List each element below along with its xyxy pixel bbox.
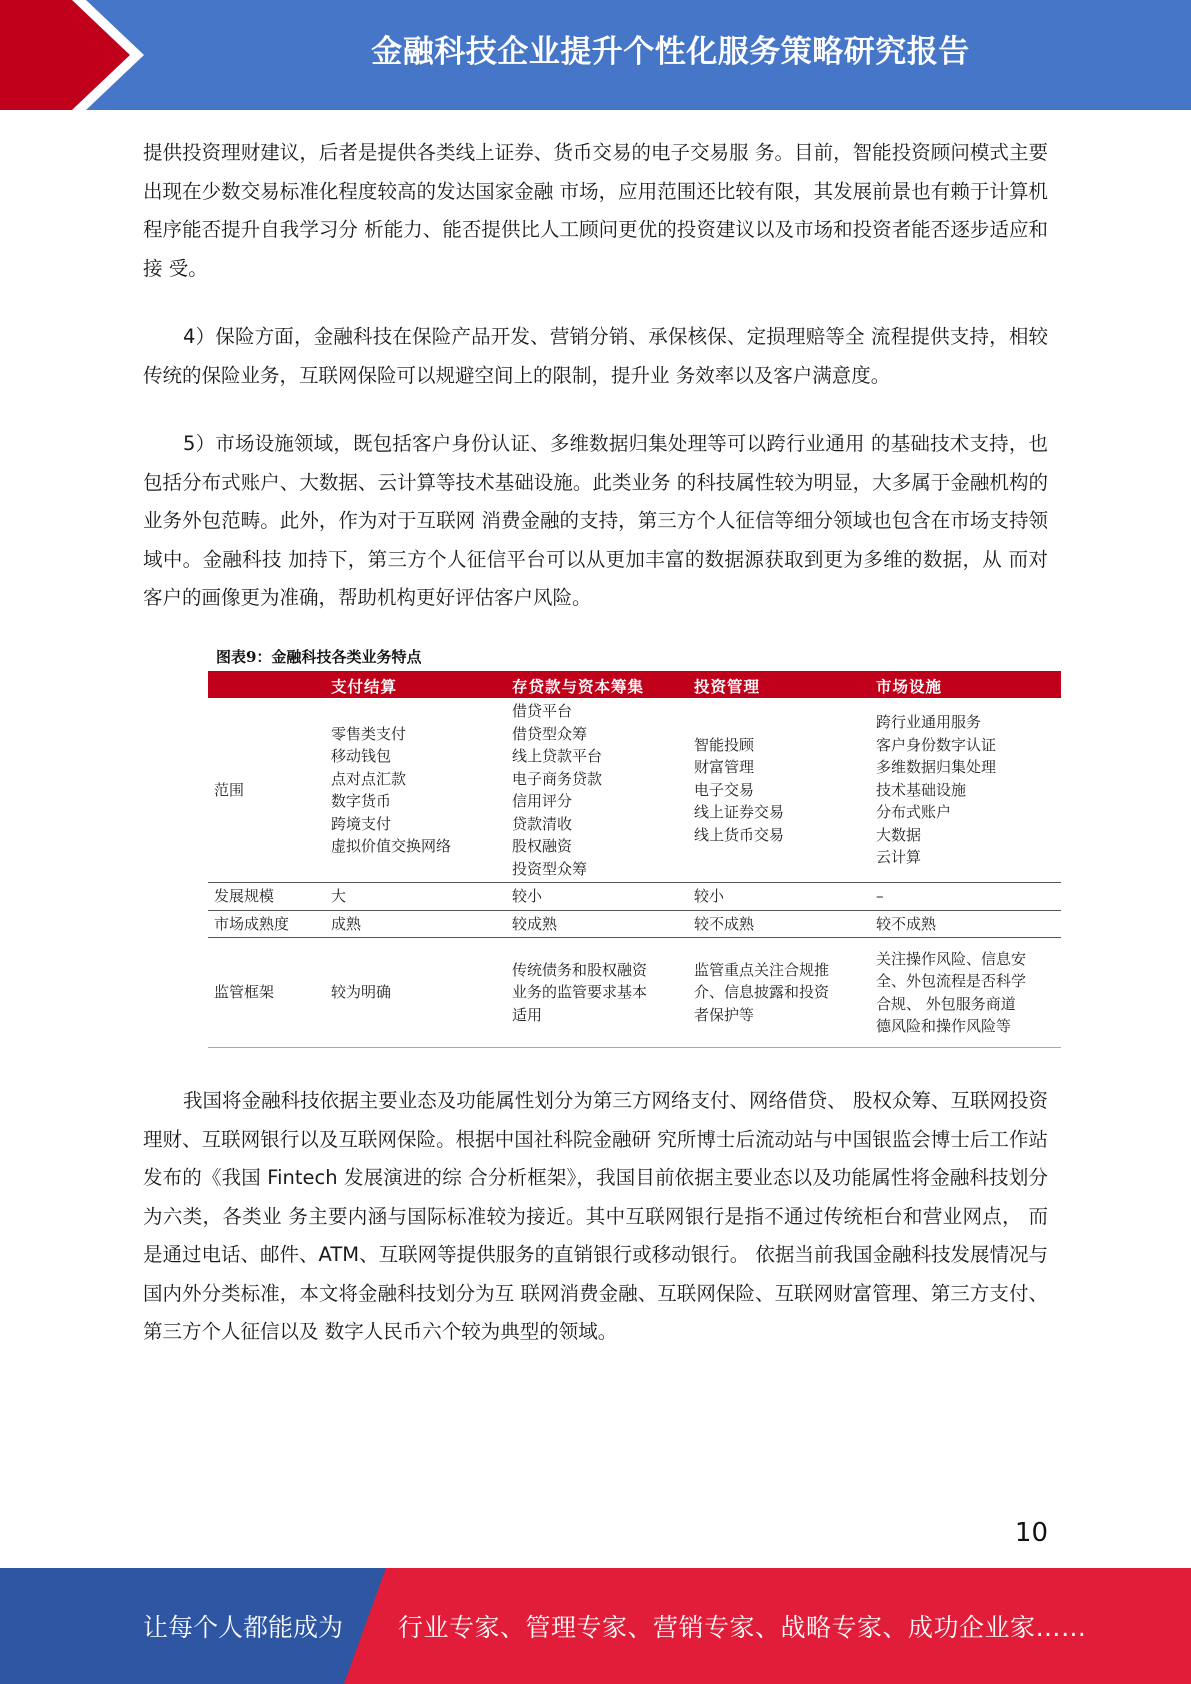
column-header: 存贷款与资本筹集: [506, 673, 688, 698]
table-cell: 较不成熟: [688, 910, 870, 938]
row-label: 范围: [214, 780, 245, 799]
body-content-lower: [143, 1082, 1048, 1352]
page-header: [0, 0, 1191, 110]
table-row: [208, 883, 1061, 911]
table-cell: 较不成熟: [870, 910, 1061, 938]
table-cell: 借贷平台 借贷型众筹 线上贷款平台 电子商务贷款 信用评分 贷款清收 股权融资 投资型众筹: [512, 702, 603, 878]
table-cell: 零售类支付 移动钱包 点对点汇款 数字货币 跨境支付 虚拟价值交换网络: [331, 724, 452, 855]
row-label: 市场成熟度: [208, 910, 325, 938]
table-cell: 较小: [688, 883, 870, 911]
paragraph-3: 5）市场设施领域，既包括客户身份认证、多维数据归集处理等可以跨行业通用 的基础技术支持，也包括分布式账户、大数据、云计算等技术基础设施。此类业务 的科技属性较为明显，大多属于金融机构的业务外包范畴。此外，作为对于互联网 消费金融的支持，第三方个人征信等细分领域也包含在市场支持领域中。金融科技 加持下，第三方个人征信平台可以从更加丰富的数据源获取到更为多维的数据，从 而对客户的画像更为准确，帮助机构更好评估客户风险。: [143, 432, 1048, 609]
figure-title: 图表9：金融科技各类业务特点: [216, 648, 422, 666]
table-cell: 较小: [506, 883, 688, 911]
column-header: [208, 673, 325, 698]
body-content: [143, 134, 1048, 618]
report-title: 金融科技企业提升个性化服务策略研究报告: [371, 34, 970, 70]
figure-9: [208, 645, 1061, 1048]
paragraph-4: 我国将金融科技依据主要业态及功能属性划分为第三方网络支付、网络借贷、 股权众筹、互联网投资理财、互联网银行以及互联网保险。根据中国社科院金融研 究所博士后流动站与中国银监会博士后工作站发布的《我国 Fintech 发展演进的综 合分析框架》，我国目前依据主要业态以及功能属性将金融科技划分为六类，各类业 务主要内涵与国际标准较为接近。其中互联网银行是指不通过传统柜台和营业网点， 而是通过电话、邮件、ATM、互联网等提供服务的直销银行或移动银行。 依据当前我国金融科技发展情况与国内外分类标准，本文将金融科技划分为互 联网消费金融、互联网保险、互联网财富管理、第三方支付、第三方个人征信以及 数字人民币六个较为典型的领域。: [143, 1089, 1048, 1343]
column-header: 支付结算: [325, 673, 506, 698]
table-cell: 传统债务和股权融资 业务的监管要求基本 适用: [506, 938, 688, 1048]
table-cell: 智能投顾 财富管理 电子交易 线上证券交易 线上货币交易: [694, 735, 785, 844]
table-cell: 大: [325, 883, 506, 911]
table-row: [208, 910, 1061, 938]
table-row: [208, 938, 1061, 1048]
header-chevron-icon: [0, 0, 160, 110]
table-cell: 监管重点关注合规推 介、信息披露和投资 者保护等: [688, 938, 870, 1048]
row-label: 监管框架: [208, 938, 325, 1048]
paragraph-2: 4）保险方面，金融科技在保险产品开发、营销分销、承保核保、定损理赔等全 流程提供支持，相较传统的保险业务，互联网保险可以规避空间上的限制，提升业 务效率以及客户满意度。: [143, 325, 1048, 387]
column-header: 投资管理: [688, 673, 870, 698]
paragraph-1: 提供投资理财建议，后者是提供各类线上证券、货币交易的电子交易服 务。目前，智能投资顾问模式主要出现在少数交易标准化程度较高的发达国家金融 市场，应用范围还比较有限，其发展前景也有赖于计算机程序能否提升自我学习分 析能力、能否提供比人工顾问更优的投资建议以及市场和投资者能否逐步适应和接 受。: [143, 141, 1048, 280]
table-cell: 跨行业通用服务 客户身份数字认证 多维数据归集处理 技术基础设施 分布式账户 大数据 云计算: [876, 713, 997, 867]
page-footer: [0, 1568, 1191, 1684]
footer-slogan-left: 让每个人都能成为: [143, 1613, 344, 1642]
table-cell: 较成熟: [506, 910, 688, 938]
table-cell: 成熟: [325, 910, 506, 938]
row-label: 发展规模: [208, 883, 325, 911]
page-number: 10: [1014, 1518, 1048, 1548]
table-cell: 较为明确: [325, 938, 506, 1048]
table-row: [208, 698, 1061, 883]
table-cell: –: [870, 883, 1061, 911]
footer-slogan-right: 行业专家、管理专家、营销专家、战略专家、成功企业家……: [398, 1613, 1087, 1642]
column-header: 市场设施: [870, 673, 1061, 698]
table-header-row: [208, 673, 1061, 698]
table-cell: 关注操作风险、信息安 全、外包流程是否科学 合规、 外包服务商道 德风险和操作风险等: [870, 938, 1061, 1048]
business-features-table: [208, 673, 1061, 1048]
